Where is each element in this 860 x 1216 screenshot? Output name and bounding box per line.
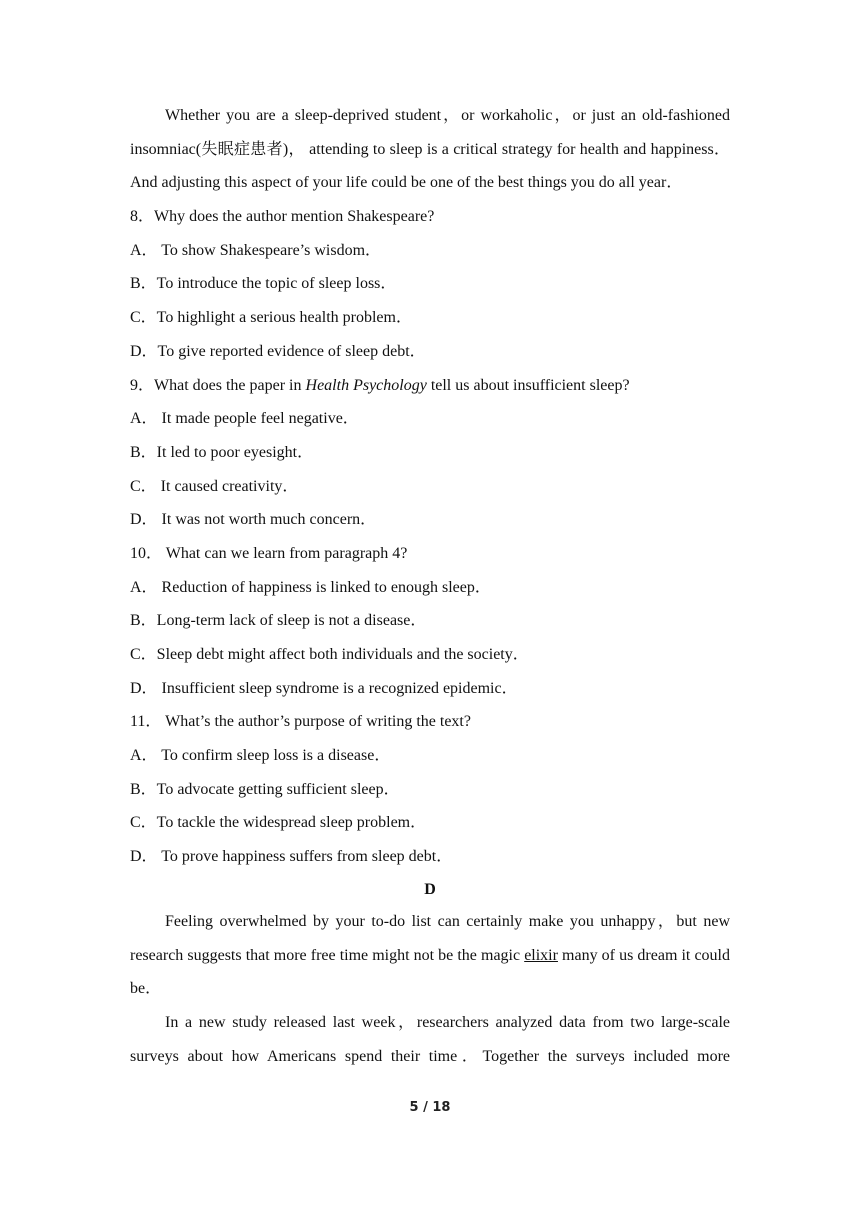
question-9 bbox=[130, 369, 730, 537]
option-c: C．To tackle the widespread sleep problem． bbox=[130, 814, 427, 832]
option-a: A． It made people feel negative． bbox=[130, 410, 359, 428]
option-d: D． To prove happiness suffers from sleep debt． bbox=[130, 848, 453, 866]
journal-title: Health Psychology bbox=[305, 376, 427, 394]
option-d: D．To give reported evidence of sleep debt． bbox=[130, 342, 426, 360]
section-heading-d: D bbox=[424, 880, 436, 898]
passage-d-paragraph-1 bbox=[130, 905, 730, 1006]
page-number: 5 / 18 bbox=[409, 1100, 451, 1115]
option-b: B．To introduce the topic of sleep loss． bbox=[130, 275, 397, 293]
paragraph-text-before: Feeling overwhelmed by your to-do list can certainly make you unhappy，but new research suggests that more free time might not be the magic bbox=[130, 912, 730, 964]
option-c: C．Sleep debt might affect both individuals and the society． bbox=[130, 646, 529, 664]
passage-d-paragraph-2: In a new study released last week，researchers analyzed data from two large-scale surveys about how Americans spend their time．Together the surveys included more bbox=[130, 1013, 730, 1065]
stem-prefix: 9．What does the paper in bbox=[130, 376, 306, 394]
page-content bbox=[130, 99, 730, 1073]
question-stem bbox=[130, 369, 730, 403]
option-a: A． To confirm sleep loss is a disease． bbox=[130, 747, 391, 765]
question-stem: 11． What’s the author’s purpose of writing the text? bbox=[130, 713, 471, 731]
option-b: B．Long-term lack of sleep is not a disease． bbox=[130, 612, 427, 630]
question-10 bbox=[130, 537, 730, 705]
question-8 bbox=[130, 200, 730, 368]
question-stem: 8．Why does the author mention Shakespeare? bbox=[130, 208, 435, 226]
question-stem: 10． What can we learn from paragraph 4? bbox=[130, 544, 408, 562]
option-b: B．To advocate getting sufficient sleep． bbox=[130, 780, 400, 798]
option-a: A． To show Shakespeare’s wisdom． bbox=[130, 241, 382, 259]
paragraph-text-after: many of us dream it could be． bbox=[130, 946, 731, 998]
stem-suffix: tell us about insufficient sleep? bbox=[426, 376, 630, 394]
option-b: B．It led to poor eyesight． bbox=[130, 443, 314, 461]
option-c: C．To highlight a serious health problem． bbox=[130, 309, 412, 327]
option-d: D． It was not worth much concern． bbox=[130, 511, 377, 529]
underlined-word: elixir bbox=[524, 946, 558, 964]
question-11 bbox=[130, 705, 730, 873]
option-a: A． Reduction of happiness is linked to enough sleep． bbox=[130, 578, 491, 596]
passage-c-closing-paragraph: Whether you are a sleep-deprived student，or workaholic，or just an old-fashioned insomniac(失眠症患者)， attending to sleep is a critical strategy for health and happiness． And adjusting this aspect of your life could be one of the best things you do all year． bbox=[130, 107, 730, 192]
option-d: D． Insufficient sleep syndrome is a recognized epidemic． bbox=[130, 679, 518, 697]
option-c: C． It caused creativity． bbox=[130, 477, 299, 495]
